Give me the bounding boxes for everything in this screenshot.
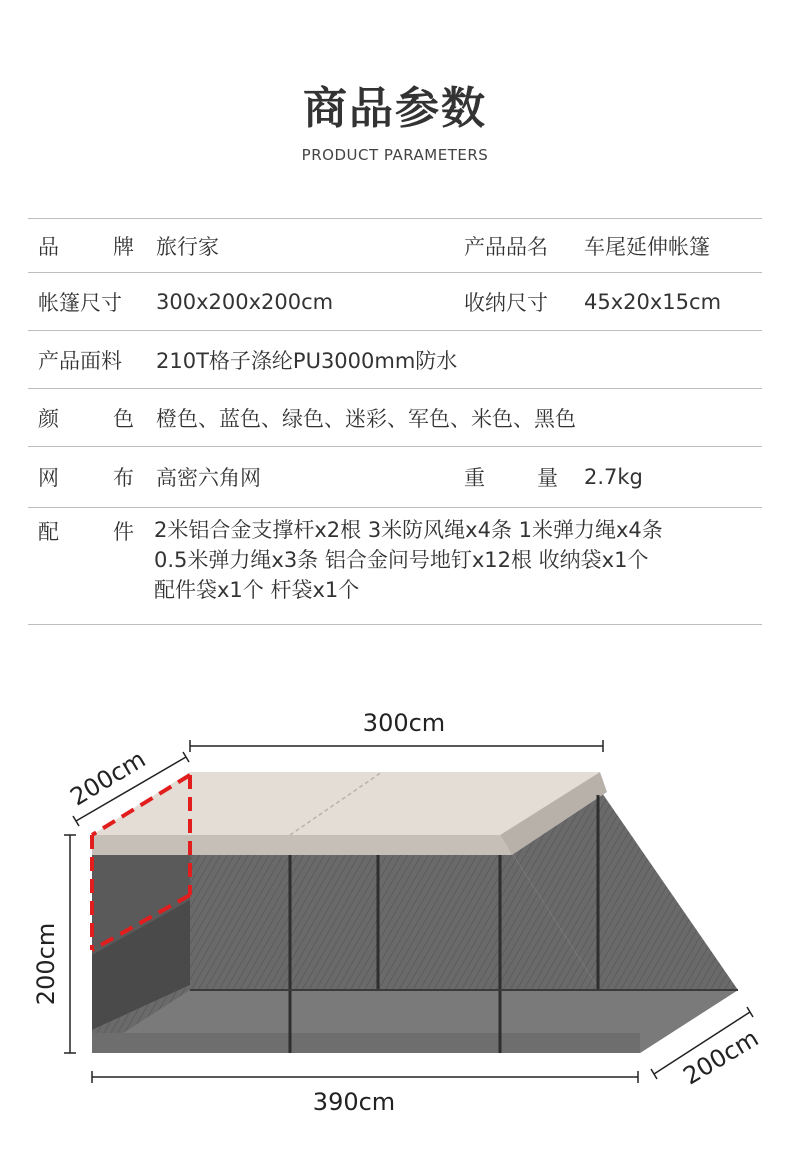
color-label: 颜 色 <box>38 406 134 431</box>
product-name-label: 产品品名 <box>464 234 548 259</box>
dim-left-depth-label: 200cm <box>65 744 151 812</box>
storage-size-label: 收纳尺寸 <box>464 290 548 315</box>
accessories-label: 配 件 <box>38 520 134 544</box>
dim-height-label: 200cm <box>32 922 60 1006</box>
tent-floor-front <box>92 1033 640 1053</box>
tent-size-label: 帐篷尺寸 <box>38 290 122 315</box>
tent-roof-edge <box>92 835 512 855</box>
dim-top-label: 300cm <box>362 709 446 737</box>
weight-value: 2.7kg <box>584 465 643 489</box>
mesh-value: 高密六角网 <box>156 466 261 490</box>
brand-value: 旅行家 <box>156 234 219 259</box>
product-name-value: 车尾延伸帐篷 <box>584 234 710 259</box>
accessories-line: 2米铝合金支撑杆x2根 3米防风绳x4条 1米弹力绳x4条 <box>154 518 663 542</box>
color-value: 橙色、蓝色、绿色、迷彩、军色、米色、黑色 <box>156 406 576 431</box>
tent-size-value: 300x200x200cm <box>156 289 334 314</box>
dim-bottom-label: 390cm <box>312 1088 396 1116</box>
page-title: 商品参数 <box>303 83 487 134</box>
brand-label: 品 牌 <box>38 234 134 259</box>
storage-size-value: 45x20x15cm <box>584 289 722 314</box>
weight-label: 重 量 <box>464 466 558 490</box>
accessories-line: 配件袋x1个 杆袋x1个 <box>154 578 360 602</box>
fabric-value: 210T格子涤纶PU3000mm防水 <box>156 348 458 373</box>
fabric-label: 产品面料 <box>38 348 122 373</box>
page-subtitle: PRODUCT PARAMETERS <box>301 146 489 164</box>
accessories-line: 0.5米弹力绳x3条 铝合金问号地钉x12根 收纳袋x1个 <box>154 548 649 572</box>
mesh-label: 网 布 <box>38 466 134 490</box>
dim-right-depth-label: 200cm <box>678 1023 764 1091</box>
